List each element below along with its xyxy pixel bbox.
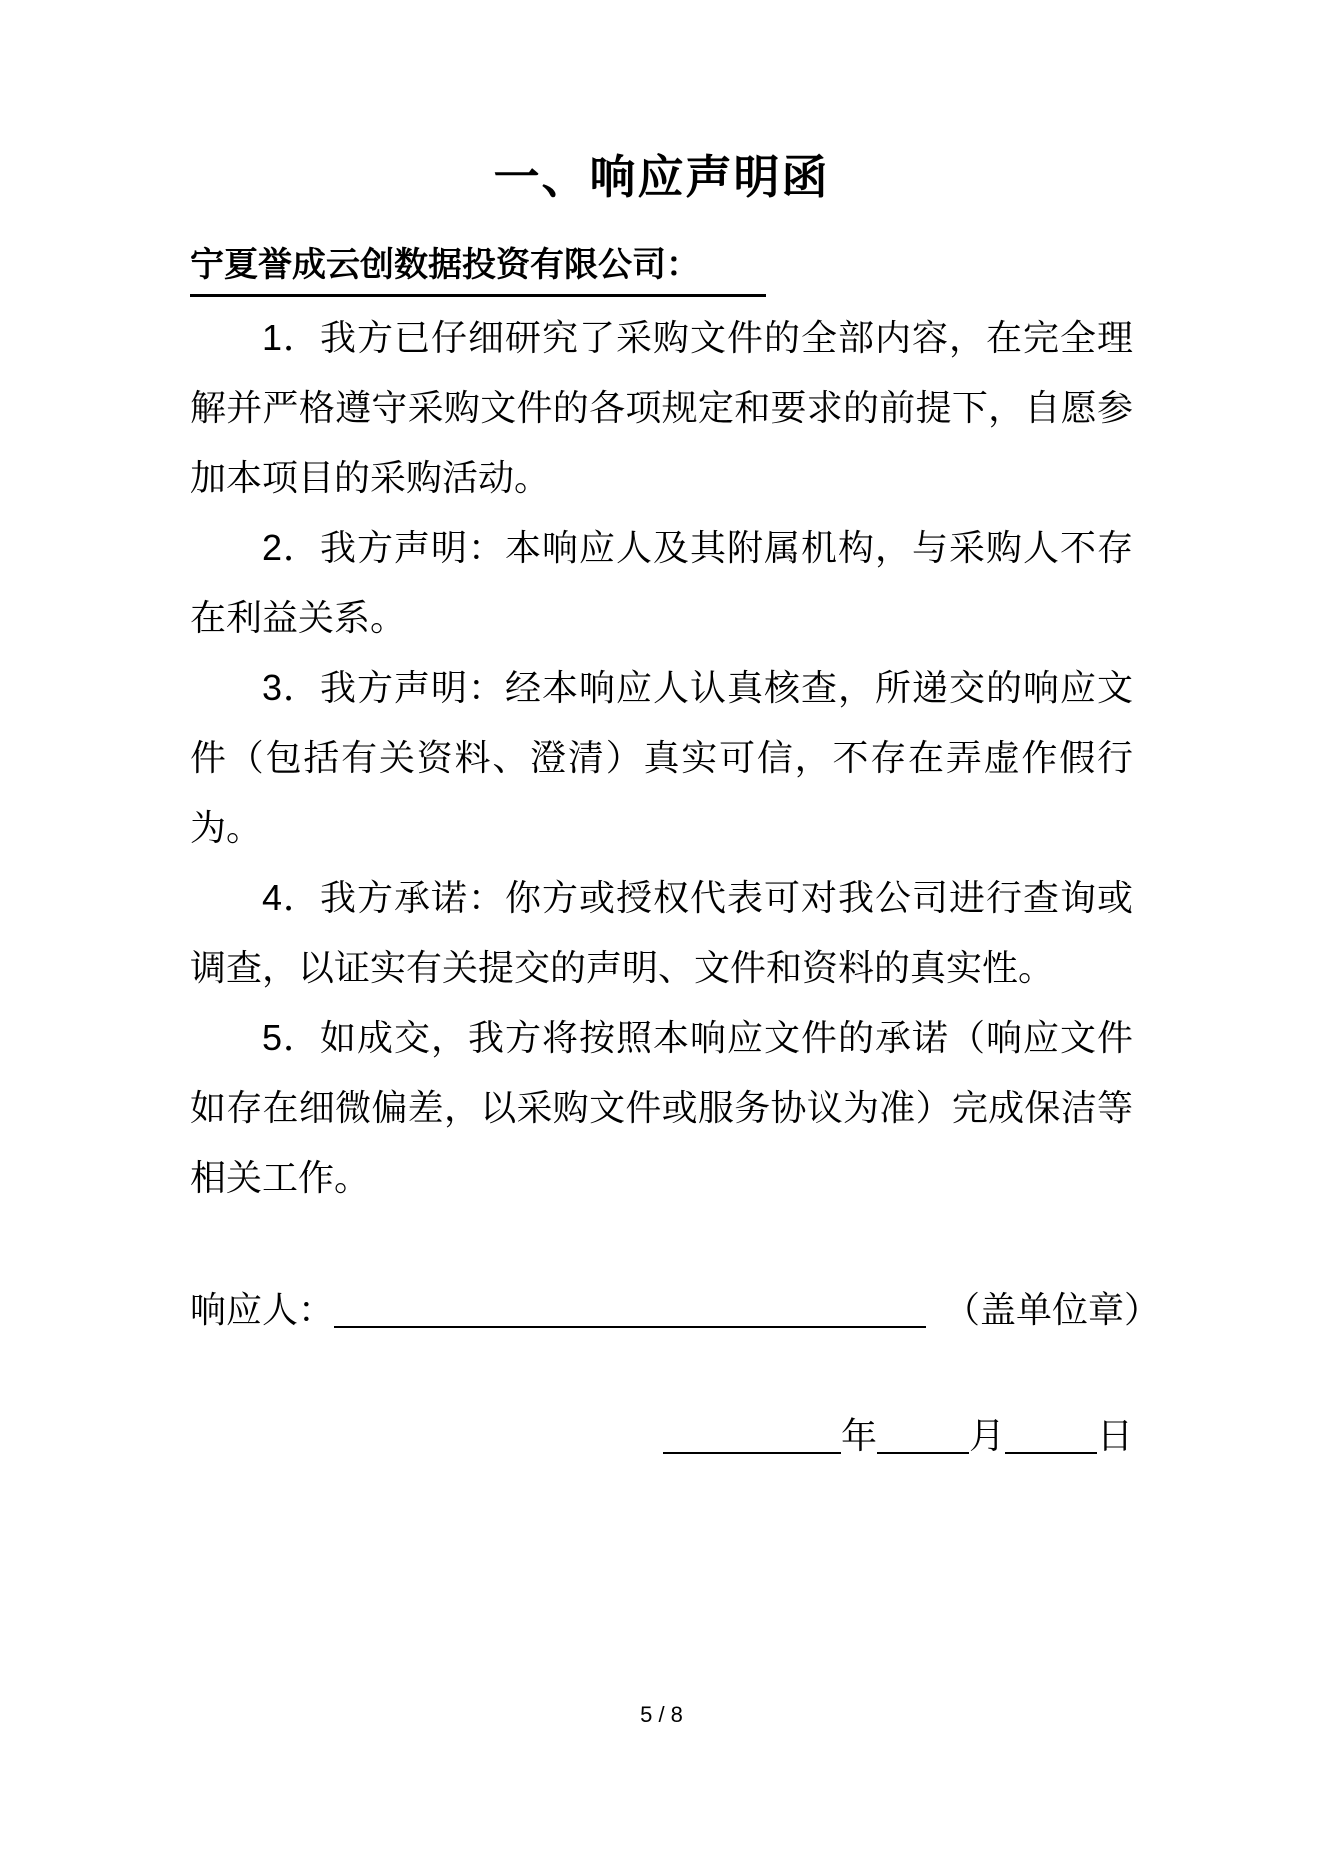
respondent-label: 响应人： (190, 1289, 335, 1330)
signature-row (190, 1275, 1161, 1345)
salutation-company-name: 宁夏誉成云创数据投资有限公司： (190, 242, 766, 297)
declaration-paragraph-2: 2．我方声明：本响应人及其附属机构，与采购人不存在利益关系。 (190, 527, 1133, 638)
document-title: 一、响应声明函 (493, 151, 830, 203)
date-year-blank-line (663, 1414, 841, 1454)
declaration-paragraph-5: 5．如成交，我方将按照本响应文件的承诺（响应文件如存在细微偏差，以采购文件或服务协议为准）完成保洁等相关工作。 (190, 1017, 1133, 1198)
date-row (190, 1401, 1133, 1471)
respondent-blank-line (334, 1288, 926, 1328)
page-number: 5 / 8 (640, 1702, 683, 1727)
declaration-paragraph-1: 1．我方已仔细研究了采购文件的全部内容，在完全理解并严格遵守采购文件的各项规定和要求的前提下，自愿参加本项目的采购活动。 (190, 317, 1133, 498)
date-year-label: 年 (840, 1415, 877, 1456)
declaration-paragraph-3: 3．我方声明：经本响应人认真核查，所递交的响应文件（包括有关资料、澄清）真实可信，不存在弄虚作假行为。 (190, 667, 1133, 848)
page-footer (0, 1700, 1323, 1730)
date-month-label: 月 (968, 1415, 1005, 1456)
declaration-body (190, 303, 1133, 1213)
date-month-blank-line (877, 1414, 969, 1454)
seal-note: （盖单位章） (944, 1289, 1161, 1330)
date-day-label: 日 (1096, 1415, 1133, 1456)
salutation-line (190, 242, 1133, 297)
declaration-paragraph-4: 4．我方承诺：你方或授权代表可对我公司进行查询或调查，以证实有关提交的声明、文件和资料的真实性。 (190, 877, 1133, 988)
date-day-blank-line (1005, 1414, 1097, 1454)
